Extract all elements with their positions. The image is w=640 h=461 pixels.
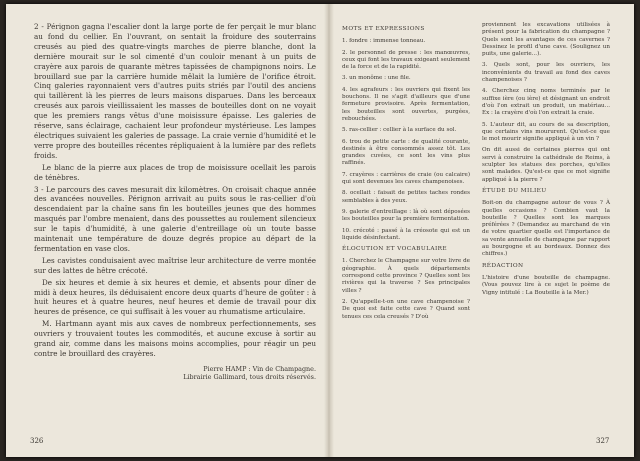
question-item: 1. Cherchez le Champagne sur votre livre de géographie. À quels départements correspond cette province ? Quelles sont les rivières qui la traverse ? Ses principales villes ?: [342, 258, 470, 294]
question-item: proviennent les excavations utilisées à présent pour la fabrication du champagne ? Quels sont les avantages de ces cavernes ? Dessinez le profil d'une cave. (Soulignez un puits, une galerie...).: [482, 22, 610, 58]
text-paragraph: Les cavistes conduisaient avec maîtrise leur architecture de verre montée sur des lattes de hêtre crécoté.: [34, 255, 316, 275]
vocab-item: 3. un monôme : une file.: [342, 75, 411, 82]
left-page: [34, 22, 316, 382]
question-item: On dit aussi de certaines pierres qui ont servi à construire la cathédrale de Reims, à sculpter les statues des porches, qu'elles sont malades. Qu'est-ce que ce mot signifie appliqué à la pierre ?: [482, 147, 610, 183]
book-spread: [6, 4, 634, 457]
vocab-item: 9. galerie d'entreillage : là où sont déposées les bouteilles pour la première fermentation.: [342, 208, 470, 223]
question-item: 4. Cherchez cinq noms terminés par le suffixe ière (ou ière) et désignant un endroit d'où l'on extrait un produit, un matériau... Ex : la crayère d'où l'on extrait la craie.: [482, 88, 610, 117]
section-heading: MOTS ET EXPRESSIONS: [342, 26, 425, 32]
right-column-2: [482, 22, 610, 301]
text-paragraph: 3 - Le parcours des caves mesurait dix kilomètres. On croisait chaque année des avancées nouvelles. Pérignon arrivait au puits sous le ras-cellier d'où descendaient par la chaîne sans fin les bouteilles jeunes que des hommes masqués par l'ombre menaient, dans des poussettes au roulement silencieux sur le tapis d'humidité, à une galerie d'entreillage où un toute basse maintenait une température de douze degrés propice au départ de la fermentation en vase clos.: [34, 184, 316, 253]
credit-author: Pierre HAMP : Vin de Champagne.: [203, 364, 316, 373]
section-heading: RÉDACTION: [482, 262, 524, 269]
vocab-item: 7. crayères : carrières de craie (ou calcaire) qui sont devenues les caves champenoises.: [342, 171, 470, 186]
question-item: 5. L'auteur dit, au cours de sa description, que certains vins moururent. Qu'est-ce que le mot mourir signifie appliqué à un vin ?: [482, 121, 610, 143]
section-heading: ÉTUDE DU MILIEU: [482, 187, 547, 194]
vocab-item: 8. ocellait : faisait de petites taches rondes semblables à des yeux.: [342, 190, 470, 204]
text-paragraph: De six heures et demie à six heures et demie, et absents pour dîner de midi à deux heures, ils déduisaient encore deux quarts d'heure de goûter : à huit heures et à quatre heures, neuf heures et demie de travail pour dix heures de présence, ce qui suffisait à les vouer au rhumatisme articulaire.: [34, 277, 316, 317]
credit-publisher: Librairie Gallimard, tous droits réservés.: [183, 373, 316, 382]
right-page-number: 327: [596, 437, 610, 445]
vocab-item: 2. le personnel de presse : les manœuvres, ceux qui font les travaux exigeant seulement de la force et de la rapidité.: [342, 49, 470, 71]
vocab-item: 10. crécoté : passé à la créosote qui est un liquide désinfectant.: [342, 227, 470, 241]
vocab-item: 4. les agrafeurs : les ouvriers qui fixent les bouchons. Il ne s'agit d'ailleurs que d'une fermeture provisoire. Après fermentation, les bouteilles sont ouvertes, purgées, rebouchées.: [342, 86, 470, 122]
left-page-number: 326: [30, 437, 44, 445]
text-paragraph: Le blanc de la pierre aux places de trop de moisissure ocellait les parois de ténèbres.: [34, 162, 316, 182]
text-paragraph: M. Hartmann ayant mis aux caves de nombreux perfectionnements, ses ouvriers y trouvaient toutes les commodités, et aucune excuse à sortir au grand air, comme dans les maisons moins accomplies, pour réagir un peu contre le brouillard des crayères.: [34, 319, 316, 358]
source-credit: [34, 365, 316, 382]
question-item: 2. Qu'appelle-t-on une cave champenoise ? De quoi est faite cette cave ? Quand sont tenues ces cela creusés ? D'où: [342, 298, 470, 320]
milieu-text: Boit-on du champagne autour de vous ? À quelles occasions ? Combien vaut la bouteille ? Quelles sont les marques préférées ? (Demandez au marchand de vin de votre quartier quelle est l'importance de sa vente annuelle de champagne par rapport au bourgogne et au bordeaux. Donnez des chiffres.): [482, 200, 610, 258]
book-gutter: [324, 4, 334, 457]
right-column-1: [342, 22, 470, 325]
section-heading: ÉLOCUTION ET VOCABULAIRE: [342, 246, 448, 253]
question-item: 3. Quels sont, pour les ouvriers, les inconvénients du travail au fond des caves champenoises ?: [482, 62, 610, 84]
vocab-item: 1. fondre : immense tonneau.: [342, 38, 426, 45]
redaction-text: L'histoire d'une bouteille de champagne. (Vous pouvez lire à ce sujet le poème de Vigny intitulé : La Bouteille à la Mer.): [482, 274, 610, 296]
vocab-item: 6. trou de petite carte : de qualité courante, destinés à être consommés assez tôt. Les grandes cuvées, ce sont les vins plus raffinés.: [342, 138, 470, 167]
vocab-item: 5. ras-cellier : cellier à la surface du sol.: [342, 127, 457, 134]
text-paragraph: 2 - Pérignon gagna l'escalier dont la large porte de fer perçait le mur blanc au fond du cellier. En l'ouvrant, on sentait la froidure des souterrains creusés au pied des quatre-vingts marches de pierre blanche, dont la dernière mourait sur le sol cimenté d'un couloir menant à un puits de crayère aux parois de quarante mètres tapissées de champignons noirs. Le brouillard sue par la carrière humide mêlait la lumière de l'orifice étroit. Cinq galeries rayonnaient vers d'autres puits striés par l'outil des anciens qui taillèrent là les pierres de leurs maisons disparues. Dans les berceaux creusés aux parois vieillissaient les masses de bouteilles dont on ne voyait que les premiers rangs vêtus d'une moisissure épaisse. Les galeries de réserve, sans éclairage, cachaient leur profondeur mystérieuse. Les lampes électriques suivaient les galeries de passage. La craie vernie d'humidité et le verre propre des bouteilles récentes répliquaient à la lumière par des reflets froids.: [34, 22, 316, 160]
